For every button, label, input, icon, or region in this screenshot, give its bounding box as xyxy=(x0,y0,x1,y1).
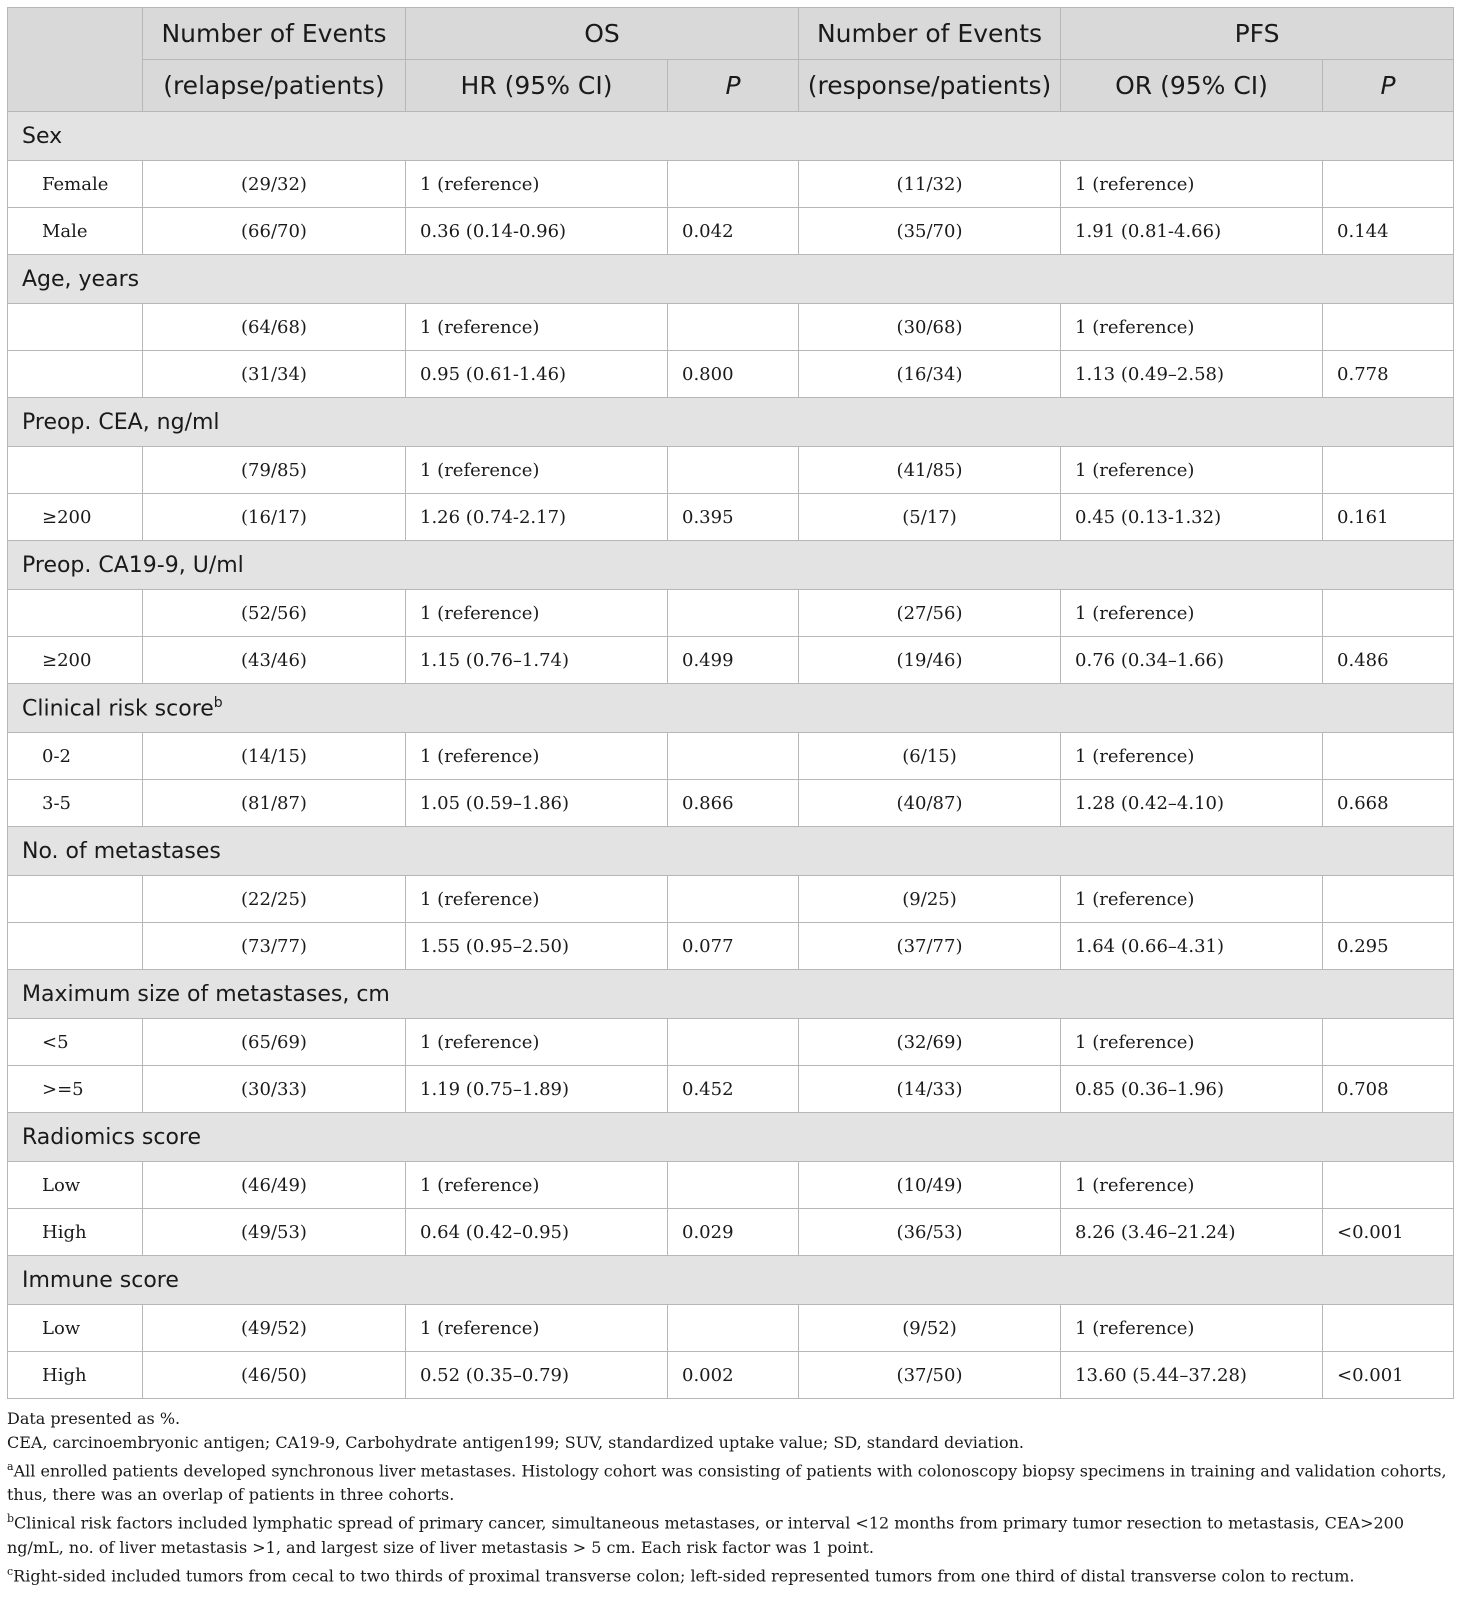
p-pfs-cell: 0.486 xyxy=(1323,637,1454,684)
section-title xyxy=(8,1113,1454,1162)
table-row xyxy=(8,923,1454,970)
hr-cell: 1.15 (0.76–1.74) xyxy=(406,637,668,684)
pfs-events-cell: (36/53) xyxy=(799,1209,1061,1256)
pfs-events-cell: (10/49) xyxy=(799,1162,1061,1209)
section-row xyxy=(8,684,1454,733)
section-title-text: Preop. CEA, ng/ml xyxy=(22,409,220,435)
header-pfs-events: Number of Events xyxy=(799,8,1061,60)
section-row xyxy=(8,112,1454,161)
p-pfs-cell: 0.778 xyxy=(1323,351,1454,398)
footnote-c-text: Right-sided included tumors from cecal to two thirds of proximal transverse colon; left-sided represented tumors from one third of distal transverse colon to rectum. xyxy=(13,1565,1355,1585)
hr-cell: 1 (reference) xyxy=(406,590,668,637)
hr-cell: 1 (reference) xyxy=(406,1019,668,1066)
footnote-a xyxy=(7,1455,1453,1507)
p-pfs-cell: 0.295 xyxy=(1323,923,1454,970)
section-title xyxy=(8,255,1454,304)
header-row-2 xyxy=(8,60,1454,112)
section-title-text: Clinical risk score xyxy=(22,696,214,722)
os-events-cell: (73/77) xyxy=(143,923,406,970)
pfs-events-cell: (6/15) xyxy=(799,733,1061,780)
table-row xyxy=(8,447,1454,494)
table-row xyxy=(8,733,1454,780)
footnote-b xyxy=(7,1507,1453,1559)
or-cell: 1.28 (0.42–4.10) xyxy=(1061,780,1323,827)
table-row xyxy=(8,351,1454,398)
header-hr-ci: HR (95% CI) xyxy=(406,60,668,112)
row-label: High xyxy=(8,1352,143,1399)
p-pfs-cell xyxy=(1323,304,1454,351)
p-pfs-cell xyxy=(1323,876,1454,923)
p-os-cell xyxy=(668,304,799,351)
p-os-cell xyxy=(668,876,799,923)
p-os-cell xyxy=(668,1019,799,1066)
row-label: 0-2 xyxy=(8,733,143,780)
row-label xyxy=(8,876,143,923)
hr-cell: 1.26 (0.74-2.17) xyxy=(406,494,668,541)
pfs-events-cell: (32/69) xyxy=(799,1019,1061,1066)
p-os-cell: 0.029 xyxy=(668,1209,799,1256)
os-events-cell: (65/69) xyxy=(143,1019,406,1066)
table-row xyxy=(8,161,1454,208)
or-cell: 1 (reference) xyxy=(1061,161,1323,208)
hr-cell: 1 (reference) xyxy=(406,161,668,208)
p-os-cell xyxy=(668,590,799,637)
or-cell: 1 (reference) xyxy=(1061,1305,1323,1352)
table-row xyxy=(8,1209,1454,1256)
pfs-events-cell: (37/77) xyxy=(799,923,1061,970)
os-events-cell: (64/68) xyxy=(143,304,406,351)
pfs-events-cell: (14/33) xyxy=(799,1066,1061,1113)
p-os-cell xyxy=(668,1305,799,1352)
pfs-events-cell: (9/52) xyxy=(799,1305,1061,1352)
os-events-cell: (79/85) xyxy=(143,447,406,494)
or-cell: 1 (reference) xyxy=(1061,1019,1323,1066)
hr-cell: 0.36 (0.14-0.96) xyxy=(406,208,668,255)
p-pfs-cell: 0.144 xyxy=(1323,208,1454,255)
pfs-events-cell: (41/85) xyxy=(799,447,1061,494)
section-title-superscript: b xyxy=(213,694,223,711)
pfs-events-cell: (19/46) xyxy=(799,637,1061,684)
or-cell: 1 (reference) xyxy=(1061,447,1323,494)
footnote-c xyxy=(7,1560,1453,1588)
section-row xyxy=(8,541,1454,590)
p-pfs-cell xyxy=(1323,161,1454,208)
p-pfs-cell xyxy=(1323,1162,1454,1209)
row-label: High xyxy=(8,1209,143,1256)
table-row xyxy=(8,780,1454,827)
section-title xyxy=(8,112,1454,161)
header-corner xyxy=(8,8,143,112)
or-cell: 1.13 (0.49–2.58) xyxy=(1061,351,1323,398)
table-row xyxy=(8,1162,1454,1209)
section-title xyxy=(8,541,1454,590)
row-label xyxy=(8,351,143,398)
or-cell: 0.85 (0.36–1.96) xyxy=(1061,1066,1323,1113)
table-row xyxy=(8,1305,1454,1352)
table-row xyxy=(8,1019,1454,1066)
os-events-cell: (29/32) xyxy=(143,161,406,208)
hr-cell: 0.52 (0.35–0.79) xyxy=(406,1352,668,1399)
row-label: Low xyxy=(8,1305,143,1352)
section-title-text: Preop. CA19-9, U/ml xyxy=(22,552,244,578)
table-row xyxy=(8,1066,1454,1113)
section-row xyxy=(8,255,1454,304)
p-pfs-cell: 0.161 xyxy=(1323,494,1454,541)
header-p-pfs: P xyxy=(1323,60,1454,112)
footnotes xyxy=(7,1407,1453,1588)
pfs-events-cell: (27/56) xyxy=(799,590,1061,637)
row-label: Female xyxy=(8,161,143,208)
header-response-patients: (response/patients) xyxy=(799,60,1061,112)
row-label: ≥200 xyxy=(8,494,143,541)
os-events-cell: (22/25) xyxy=(143,876,406,923)
p-os-cell: 0.002 xyxy=(668,1352,799,1399)
footnote-c-marker: c xyxy=(7,1564,14,1578)
os-events-cell: (81/87) xyxy=(143,780,406,827)
header-relapse-patients: (relapse/patients) xyxy=(143,60,406,112)
hr-cell: 1 (reference) xyxy=(406,1162,668,1209)
p-pfs-cell xyxy=(1323,1305,1454,1352)
os-events-cell: (31/34) xyxy=(143,351,406,398)
footnote-b-marker: b xyxy=(7,1512,15,1526)
os-events-cell: (16/17) xyxy=(143,494,406,541)
hr-cell: 0.64 (0.42–0.95) xyxy=(406,1209,668,1256)
section-title-text: Sex xyxy=(22,123,63,149)
p-pfs-cell xyxy=(1323,733,1454,780)
or-cell: 13.60 (5.44–37.28) xyxy=(1061,1352,1323,1399)
section-title-text: No. of metastases xyxy=(22,838,221,864)
p-pfs-cell xyxy=(1323,447,1454,494)
or-cell: 1 (reference) xyxy=(1061,590,1323,637)
footnote-abbreviations: CEA, carcinoembryonic antigen; CA19-9, Carbohydrate antigen199; SUV, standardized uptake value; SD, standard deviation. xyxy=(7,1433,1024,1452)
os-events-cell: (14/15) xyxy=(143,733,406,780)
p-os-cell xyxy=(668,733,799,780)
os-events-cell: (52/56) xyxy=(143,590,406,637)
table-row xyxy=(8,304,1454,351)
or-cell: 1 (reference) xyxy=(1061,733,1323,780)
section-title-text: Maximum size of metastases, cm xyxy=(22,981,390,1007)
footnote-data-presented: Data presented as %. xyxy=(7,1409,181,1428)
or-cell: 1.91 (0.81-4.66) xyxy=(1061,208,1323,255)
p-pfs-cell: 0.668 xyxy=(1323,780,1454,827)
pfs-events-cell: (5/17) xyxy=(799,494,1061,541)
p-pfs-cell xyxy=(1323,1019,1454,1066)
pfs-events-cell: (30/68) xyxy=(799,304,1061,351)
section-row xyxy=(8,1113,1454,1162)
p-os-cell: 0.866 xyxy=(668,780,799,827)
section-title xyxy=(8,398,1454,447)
pfs-events-cell: (40/87) xyxy=(799,780,1061,827)
or-cell: 1.64 (0.66–4.31) xyxy=(1061,923,1323,970)
p-os-cell xyxy=(668,447,799,494)
table-header xyxy=(8,8,1454,112)
table-row xyxy=(8,494,1454,541)
p-os-cell: 0.499 xyxy=(668,637,799,684)
hr-cell: 1 (reference) xyxy=(406,1305,668,1352)
or-cell: 0.76 (0.34–1.66) xyxy=(1061,637,1323,684)
row-label xyxy=(8,590,143,637)
pfs-events-cell: (37/50) xyxy=(799,1352,1061,1399)
section-title-text: Immune score xyxy=(22,1267,179,1293)
or-cell: 0.45 (0.13-1.32) xyxy=(1061,494,1323,541)
or-cell: 1 (reference) xyxy=(1061,876,1323,923)
table-row xyxy=(8,1352,1454,1399)
footnote-b-text: Clinical risk factors included lymphatic spread of primary cancer, simultaneous metastases, or interval <12 months from primary tumor resection to metastasis, CEA>200 ng/mL, no. of liver metastasis >1, and largest size of liver metastasis > 5 cm. Each risk factor was 1 point. xyxy=(7,1513,1405,1557)
hr-cell: 0.95 (0.61-1.46) xyxy=(406,351,668,398)
or-cell: 1 (reference) xyxy=(1061,1162,1323,1209)
row-label: Male xyxy=(8,208,143,255)
header-p-os: P xyxy=(668,60,799,112)
section-title xyxy=(8,827,1454,876)
table-row xyxy=(8,590,1454,637)
p-os-cell: 0.042 xyxy=(668,208,799,255)
pfs-events-cell: (16/34) xyxy=(799,351,1061,398)
hr-cell: 1 (reference) xyxy=(406,876,668,923)
os-events-cell: (43/46) xyxy=(143,637,406,684)
section-title-text: Age, years xyxy=(22,266,140,292)
os-events-cell: (30/33) xyxy=(143,1066,406,1113)
row-label: 3-5 xyxy=(8,780,143,827)
p-os-cell: 0.452 xyxy=(668,1066,799,1113)
section-row xyxy=(8,827,1454,876)
row-label: ≥200 xyxy=(8,637,143,684)
header-row-1 xyxy=(8,8,1454,60)
table-body xyxy=(8,112,1454,1399)
section-title-text: Radiomics score xyxy=(22,1124,202,1150)
hr-cell: 1 (reference) xyxy=(406,304,668,351)
p-pfs-cell: 0.708 xyxy=(1323,1066,1454,1113)
table-row xyxy=(8,208,1454,255)
p-pfs-cell xyxy=(1323,590,1454,637)
row-label: >=5 xyxy=(8,1066,143,1113)
header-pfs: PFS xyxy=(1061,8,1454,60)
row-label xyxy=(8,923,143,970)
os-events-cell: (46/50) xyxy=(143,1352,406,1399)
p-pfs-cell: <0.001 xyxy=(1323,1352,1454,1399)
or-cell: 8.26 (3.46–21.24) xyxy=(1061,1209,1323,1256)
os-events-cell: (46/49) xyxy=(143,1162,406,1209)
hr-cell: 1 (reference) xyxy=(406,733,668,780)
p-os-cell xyxy=(668,161,799,208)
row-label xyxy=(8,304,143,351)
table-container xyxy=(7,7,1453,1588)
section-row xyxy=(8,1256,1454,1305)
pfs-events-cell: (35/70) xyxy=(799,208,1061,255)
hr-cell: 1.19 (0.75–1.89) xyxy=(406,1066,668,1113)
header-or-ci: OR (95% CI) xyxy=(1061,60,1323,112)
os-events-cell: (49/53) xyxy=(143,1209,406,1256)
row-label: Low xyxy=(8,1162,143,1209)
p-pfs-cell: <0.001 xyxy=(1323,1209,1454,1256)
section-title xyxy=(8,684,1454,733)
section-title xyxy=(8,1256,1454,1305)
hr-cell: 1 (reference) xyxy=(406,447,668,494)
section-row xyxy=(8,398,1454,447)
pfs-events-cell: (9/25) xyxy=(799,876,1061,923)
footnote-a-text: All enrolled patients developed synchronous liver metastases. Histology cohort was consisting of patients with colonoscopy biopsy specimens in training and validation cohorts, thus, there was an overlap of patients in three cohorts. xyxy=(7,1461,1447,1505)
row-label: <5 xyxy=(8,1019,143,1066)
footnote-a-marker: a xyxy=(7,1460,14,1473)
results-table xyxy=(7,7,1454,1399)
table-row xyxy=(8,876,1454,923)
pfs-events-cell: (11/32) xyxy=(799,161,1061,208)
p-os-cell: 0.395 xyxy=(668,494,799,541)
table-row xyxy=(8,637,1454,684)
or-cell: 1 (reference) xyxy=(1061,304,1323,351)
header-os-events: Number of Events xyxy=(143,8,406,60)
p-os-cell: 0.800 xyxy=(668,351,799,398)
hr-cell: 1.55 (0.95–2.50) xyxy=(406,923,668,970)
os-events-cell: (66/70) xyxy=(143,208,406,255)
p-os-cell: 0.077 xyxy=(668,923,799,970)
row-label xyxy=(8,447,143,494)
p-os-cell xyxy=(668,1162,799,1209)
section-row xyxy=(8,970,1454,1019)
os-events-cell: (49/52) xyxy=(143,1305,406,1352)
header-os: OS xyxy=(406,8,799,60)
section-title xyxy=(8,970,1454,1019)
hr-cell: 1.05 (0.59–1.86) xyxy=(406,780,668,827)
